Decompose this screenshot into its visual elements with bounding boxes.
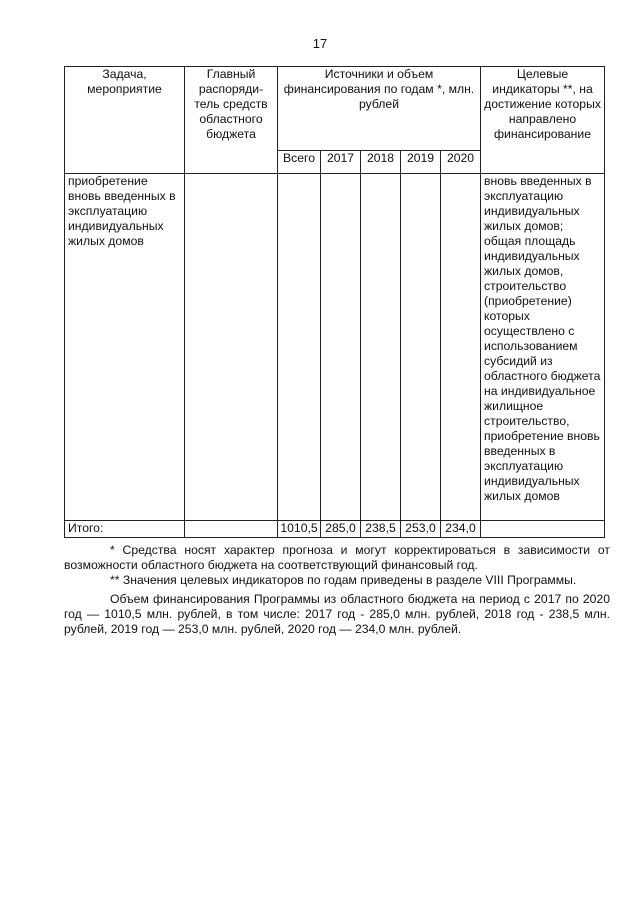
row-task: приобретение вновь введенных в эксплуатацию индивидуальных жилых домов	[65, 174, 185, 521]
footnotes	[64, 543, 610, 637]
footnote-indicators: ** Значения целевых индикаторов по годам приведены в разделе VIII Программы.	[110, 573, 577, 587]
total-label: Итого:	[65, 521, 185, 538]
header-year-2017: 2017	[321, 151, 361, 174]
row-2018	[361, 174, 401, 521]
financing-summary: Объем финансирования Программы из областного бюджета на период с 2017 по 2020 год — 1010,5 млн. рублей, в том числе: 2017 год - 285,0 млн. рублей, 2018 год - 238,5 млн. рублей, 2019 год — 253,0 млн. рублей, 2020 год — 234,0 млн. рублей.	[64, 592, 610, 636]
total-2018: 238,5	[361, 521, 401, 538]
row-2019	[401, 174, 441, 521]
total-2019: 253,0	[401, 521, 441, 538]
row-manager	[185, 174, 278, 521]
header-sources: Источники и объем финансирования по годам *, млн. рублей	[278, 67, 481, 151]
header-year-2019: 2019	[401, 151, 441, 174]
page-number: 17	[312, 36, 328, 51]
header-total: Всего	[278, 151, 321, 174]
header-manager: Главный распоряди-тель средств областного бюджета	[185, 67, 278, 174]
footnote-forecast: * Средства носят характер прогноза и могут корректироваться в зависимости от возможности областного бюджета на соответствующий финансовый год.	[64, 543, 610, 572]
header-year-2018: 2018	[361, 151, 401, 174]
row-indicators: вновь введенных в эксплуатацию индивидуальных жилых домов; общая площадь индивидуальных жилых домов, строительство (приобретение) которых осуществлено с использованием субсидий из областного бюджета на индивидуальное жилищное строительство, приобретение вновь введенных в эксплуатацию индивидуальных жилых домов	[481, 174, 605, 521]
row-2020	[441, 174, 481, 521]
header-task: Задача, мероприятие	[65, 67, 185, 174]
row-total	[278, 174, 321, 521]
header-year-2020: 2020	[441, 151, 481, 174]
total-manager	[185, 521, 278, 538]
header-indicators: Целевые индикаторы **, на достижение которых направлено финансирование	[481, 67, 605, 174]
total-2020: 234,0	[441, 521, 481, 538]
total-row	[65, 521, 605, 538]
row-2017	[321, 174, 361, 521]
financing-table	[64, 66, 605, 538]
total-indicators	[481, 521, 605, 538]
total-2017: 285,0	[321, 521, 361, 538]
table-row	[65, 174, 605, 521]
total-sum: 1010,5	[278, 521, 321, 538]
